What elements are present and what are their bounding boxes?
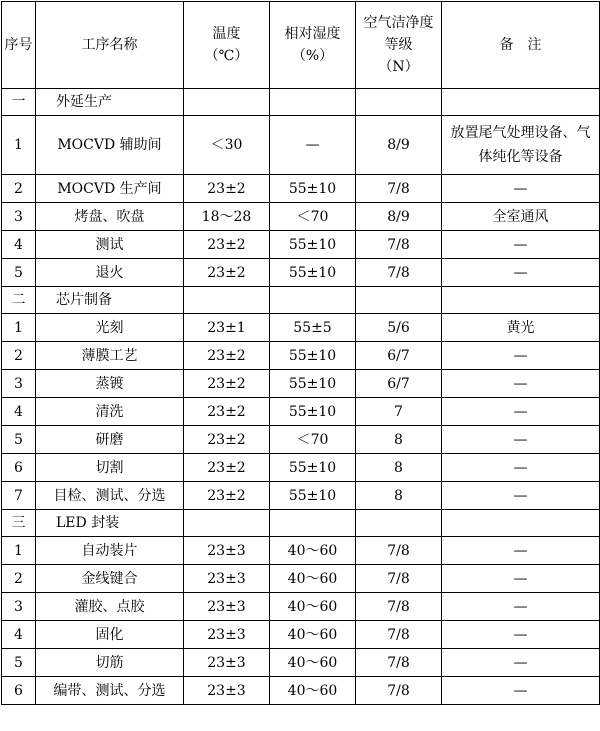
cleanliness-class: 7/8	[356, 621, 442, 649]
row-no: 1	[2, 537, 36, 565]
temperature: 23±3	[184, 593, 270, 621]
temperature: 23±2	[184, 370, 270, 398]
process-name: 烤盘、吹盘	[36, 203, 184, 231]
cleanliness-class: 7	[356, 398, 442, 426]
empty-cell	[442, 89, 600, 116]
table-body	[2, 89, 600, 705]
section-row	[2, 510, 600, 537]
header-temp	[184, 2, 270, 89]
remark: —	[442, 259, 600, 287]
header-cleanliness-label: 空气洁净度	[363, 15, 434, 31]
cleanliness-class: 7/8	[356, 649, 442, 677]
row-no: 2	[2, 565, 36, 593]
header-cleanliness	[356, 2, 442, 89]
section-name: LED 封装	[36, 510, 184, 537]
process-name: 金线键合	[36, 565, 184, 593]
temperature: 23±3	[184, 565, 270, 593]
row-no: 1	[2, 314, 36, 342]
relative-humidity: ＜70	[270, 426, 356, 454]
temperature: 23±2	[184, 454, 270, 482]
relative-humidity: 55±10	[270, 482, 356, 510]
header-no: 序号	[2, 2, 36, 89]
remark: —	[442, 398, 600, 426]
process-table	[1, 1, 600, 705]
header-humidity-unit: （%）	[291, 48, 334, 64]
section-no: 三	[2, 510, 36, 537]
header-humidity	[270, 2, 356, 89]
cleanliness-class: 5/6	[356, 314, 442, 342]
temperature: 23±3	[184, 649, 270, 677]
table-row	[2, 482, 600, 510]
process-name: 蒸镀	[36, 370, 184, 398]
section-no: 二	[2, 287, 36, 314]
empty-cell	[184, 287, 270, 314]
process-name: 薄膜工艺	[36, 342, 184, 370]
relative-humidity: 55±10	[270, 231, 356, 259]
relative-humidity: 40～60	[270, 565, 356, 593]
relative-humidity: 55±10	[270, 175, 356, 203]
relative-humidity: 40～60	[270, 649, 356, 677]
relative-humidity: 55±10	[270, 259, 356, 287]
section-no: 一	[2, 89, 36, 116]
relative-humidity: 40～60	[270, 621, 356, 649]
row-no: 2	[2, 342, 36, 370]
row-no: 6	[2, 677, 36, 705]
remark: 黄光	[442, 314, 600, 342]
process-name: 切割	[36, 454, 184, 482]
cleanliness-class: 8	[356, 482, 442, 510]
table-row	[2, 314, 600, 342]
section-row	[2, 89, 600, 116]
remark: —	[442, 342, 600, 370]
row-no: 2	[2, 175, 36, 203]
row-no: 4	[2, 231, 36, 259]
table-row	[2, 175, 600, 203]
header-temp-unit: （℃）	[204, 48, 249, 64]
temperature: 23±2	[184, 175, 270, 203]
row-no: 3	[2, 203, 36, 231]
relative-humidity: 40～60	[270, 593, 356, 621]
table-row	[2, 649, 600, 677]
remark: —	[442, 370, 600, 398]
cleanliness-class: 6/7	[356, 342, 442, 370]
table-row	[2, 565, 600, 593]
remark: —	[442, 175, 600, 203]
cleanliness-class: 7/8	[356, 677, 442, 705]
process-name: 自动装片	[36, 537, 184, 565]
table-row	[2, 398, 600, 426]
table-row	[2, 537, 600, 565]
table-row	[2, 116, 600, 175]
empty-cell	[442, 510, 600, 537]
remark: 全室通风	[442, 203, 600, 231]
temperature: 23±2	[184, 482, 270, 510]
relative-humidity: 55±10	[270, 370, 356, 398]
cleanliness-class: 7/8	[356, 565, 442, 593]
header-row	[2, 2, 600, 89]
table-row	[2, 426, 600, 454]
row-no: 6	[2, 454, 36, 482]
empty-cell	[356, 510, 442, 537]
row-no: 3	[2, 593, 36, 621]
row-no: 5	[2, 259, 36, 287]
remark: —	[442, 565, 600, 593]
header-temp-label: 温度	[212, 26, 241, 42]
row-no: 3	[2, 370, 36, 398]
process-name: 测试	[36, 231, 184, 259]
table-row	[2, 370, 600, 398]
cleanliness-class: 7/8	[356, 259, 442, 287]
remark: —	[442, 454, 600, 482]
table-row	[2, 259, 600, 287]
remark: —	[442, 231, 600, 259]
cleanliness-class: 8	[356, 426, 442, 454]
empty-cell	[356, 89, 442, 116]
table-row	[2, 454, 600, 482]
remark: —	[442, 482, 600, 510]
process-name: 研磨	[36, 426, 184, 454]
process-name: 清洗	[36, 398, 184, 426]
cleanliness-class: 7/8	[356, 593, 442, 621]
process-name: 固化	[36, 621, 184, 649]
empty-cell	[270, 510, 356, 537]
cleanliness-class: 8/9	[356, 203, 442, 231]
remark: 放置尾气处理设备、气体纯化等设备	[442, 116, 600, 175]
temperature: ＜30	[184, 116, 270, 175]
empty-cell	[356, 287, 442, 314]
table-row	[2, 593, 600, 621]
section-name: 外延生产	[36, 89, 184, 116]
process-name: 退火	[36, 259, 184, 287]
remark: —	[442, 621, 600, 649]
empty-cell	[270, 287, 356, 314]
relative-humidity: 55±10	[270, 454, 356, 482]
process-name: 目检、测试、分选	[36, 482, 184, 510]
temperature: 23±2	[184, 342, 270, 370]
cleanliness-class: 7/8	[356, 537, 442, 565]
process-name: MOCVD 生产间	[36, 175, 184, 203]
temperature: 23±2	[184, 231, 270, 259]
table-row	[2, 621, 600, 649]
relative-humidity: 55±10	[270, 342, 356, 370]
header-name: 工序名称	[36, 2, 184, 89]
relative-humidity: 55±10	[270, 398, 356, 426]
cleanliness-class: 7/8	[356, 175, 442, 203]
temperature: 23±3	[184, 537, 270, 565]
temperature: 18～28	[184, 203, 270, 231]
temperature: 23±1	[184, 314, 270, 342]
remark: —	[442, 677, 600, 705]
cleanliness-class: 8	[356, 454, 442, 482]
remark: —	[442, 649, 600, 677]
relative-humidity: ＜70	[270, 203, 356, 231]
row-no: 5	[2, 426, 36, 454]
process-name: 灌胶、点胶	[36, 593, 184, 621]
process-name: 光刻	[36, 314, 184, 342]
row-no: 7	[2, 482, 36, 510]
cleanliness-class: 8/9	[356, 116, 442, 175]
temperature: 23±3	[184, 677, 270, 705]
remark: —	[442, 426, 600, 454]
header-note: 备 注	[442, 2, 600, 89]
process-name: 切筋	[36, 649, 184, 677]
relative-humidity: —	[270, 116, 356, 175]
temperature: 23±2	[184, 398, 270, 426]
remark: —	[442, 593, 600, 621]
temperature: 23±2	[184, 426, 270, 454]
relative-humidity: 55±5	[270, 314, 356, 342]
row-no: 4	[2, 398, 36, 426]
cleanliness-class: 6/7	[356, 370, 442, 398]
header-cleanliness-label-2: 等级	[384, 37, 413, 53]
row-no: 1	[2, 116, 36, 175]
temperature: 23±3	[184, 621, 270, 649]
table-row	[2, 677, 600, 705]
table-row	[2, 203, 600, 231]
section-row	[2, 287, 600, 314]
header-cleanliness-unit: （N）	[378, 59, 419, 75]
table-row	[2, 342, 600, 370]
row-no: 4	[2, 621, 36, 649]
table-row	[2, 231, 600, 259]
empty-cell	[184, 89, 270, 116]
relative-humidity: 40～60	[270, 537, 356, 565]
process-name: MOCVD 辅助间	[36, 116, 184, 175]
process-name: 编带、测试、分选	[36, 677, 184, 705]
empty-cell	[184, 510, 270, 537]
relative-humidity: 40～60	[270, 677, 356, 705]
row-no: 5	[2, 649, 36, 677]
temperature: 23±2	[184, 259, 270, 287]
section-name: 芯片制备	[36, 287, 184, 314]
remark: —	[442, 537, 600, 565]
empty-cell	[442, 287, 600, 314]
cleanliness-class: 7/8	[356, 231, 442, 259]
header-humidity-label: 相对湿度	[284, 26, 341, 42]
empty-cell	[270, 89, 356, 116]
